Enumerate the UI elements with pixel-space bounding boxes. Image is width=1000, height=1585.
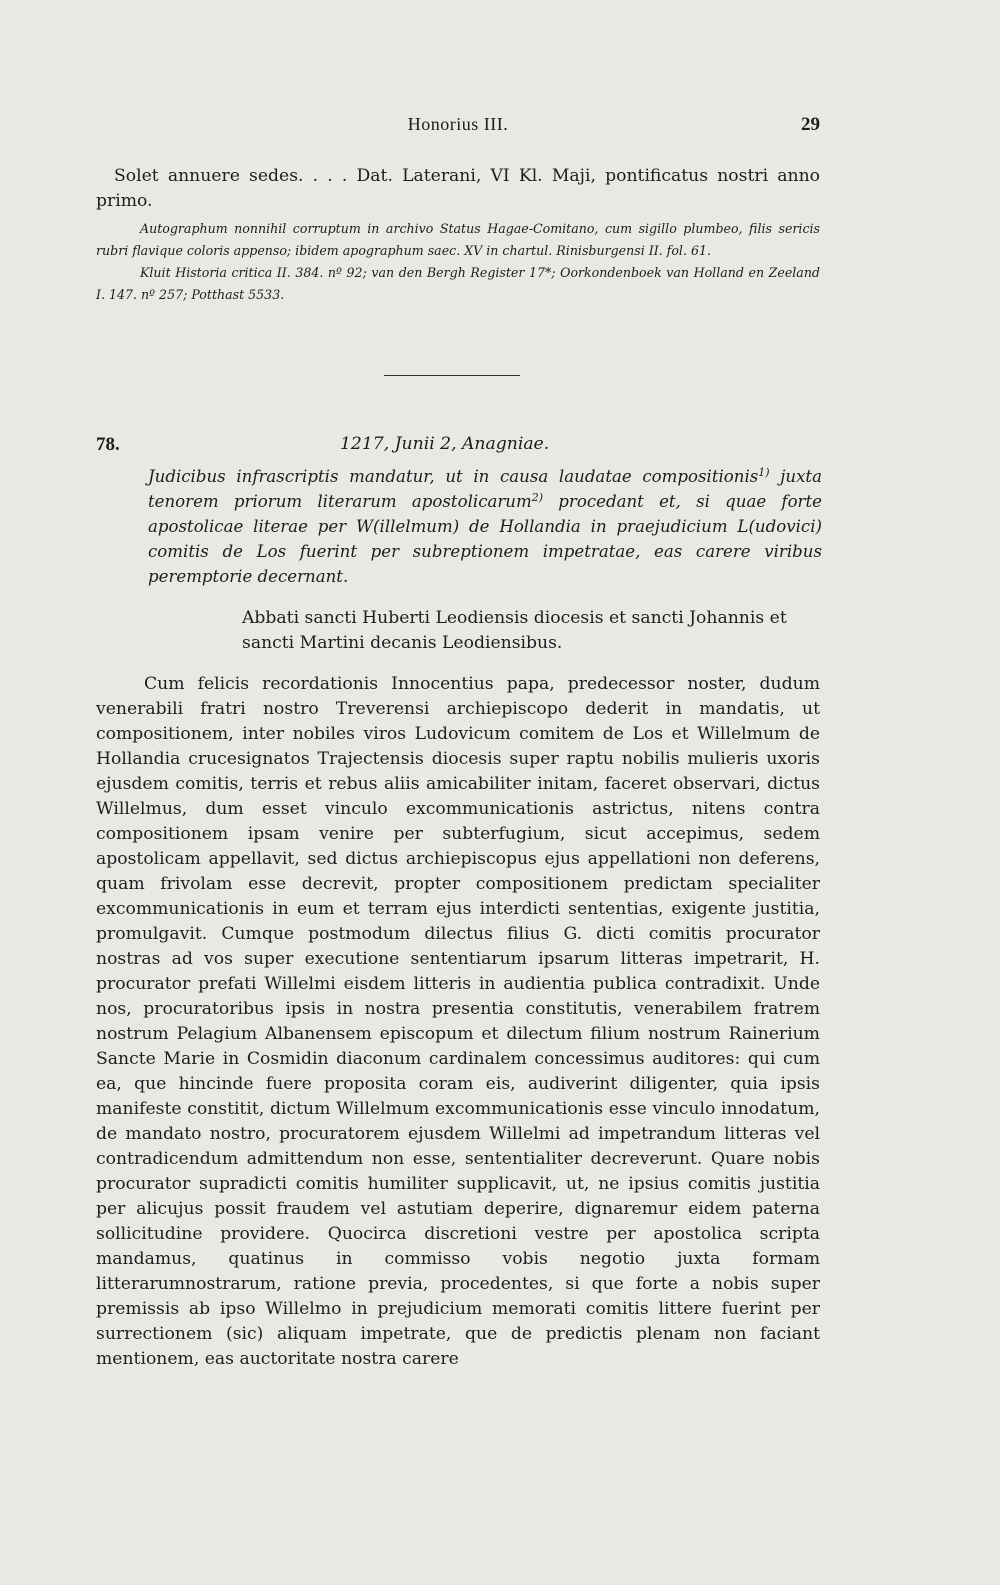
address-text: Abbati sancti Huberti Leodiensis diocesis et sancti Johannis et sancti Martini decanis Leodiensibus. [242,608,787,653]
document-summary [148,464,822,589]
summary-part-1: Judicibus infrascriptis mandatur, ut in causa laudatae compositionis [148,467,759,486]
running-title: Honorius III. [407,114,509,134]
note-reference-2: 2) [531,491,544,504]
source-note-2: Kluit Historia critica II. 384. nº 92; van den Bergh Register 17*; Oorkondenboek van Holland en Zeeland I. 147. nº 257; Potthast 5533. [96,265,820,302]
page-number: 29 [801,114,820,135]
source-note-1: Autographum nonnihil corruptum in archivo Status Hagae-Comitano, cum sigillo plumbeo, filis sericis rubri flavique coloris appenso; ibidem apographum saec. XV in chartul. Rinisburgensi II. fol. 61. [96,221,820,258]
document-body [96,672,820,1372]
summary-part-3: procedant et, si quae forte apostolicae literae per W(illelmum) de Hollandia in praejudicium L(udovici) comitis de Los fuerint per subreptionem impetratae, eas carere viribus peremptorie decernant. [148,492,822,586]
document-heading [96,434,820,460]
document-address [242,606,822,656]
opening-clause [96,164,820,214]
section-divider [384,375,520,376]
summary-part-2: juxta tenorem priorum literarum apostolicarum [148,467,822,511]
opening-text: Solet annuere sedes. . . . Dat. Laterani, VI Kl. Maji, pontificatus nostri anno primo. [96,166,820,211]
document-number: 78. [96,434,120,455]
running-head [96,114,820,144]
document-date-place: 1217, Junii 2, Anagniae. [340,434,550,454]
source-notes [96,218,820,306]
body-paragraph: Cum felicis recordationis Innocentius papa, predecessor noster, dudum venerabili fratri nostro Treverensi archiepiscopo dederit in mandatis, ut compositionem, inter nobiles viros Ludovicum comitem de Los et Willelmum de Hollandia crucesignatos Trajectensis diocesis super raptu nobilis mulieris uxoris ejusdem comitis, terris et rebus aliis amicabiliter initam, faceret observari, dictus Willelmus, dum esset vinculo excommunicationis astrictus, nitens contra compositionem ipsam venire per subterfugium, sicut accepimus, sedem apostolicam appellavit, sed dictus archiepiscopus ejus appellationi non deferens, quam frivolam esse decrevit, propter compositionem predictam specialiter excommunicationis in eum et terram ejus interdicti sententias, exigente justitia, promulgavit. Cumque postmodum dilectus filius G. dicti comitis procurator nostras ad vos super executione sententiarum ipsarum litteras impetrarit, H. procurator prefati Willelmi eisdem litteris in audientia publica contradixit. Unde nos, procuratoribus ipsis in nostra presentia constitutis, venerabilem fratrem nostrum Pelagium Albanensem episcopum et dilectum filium nostrum Rainerium Sancte Marie in Cosmidin diaconum cardinalem concessimus auditores: qui cum ea, que hincinde fuere proposita coram eis, audiverint diligenter, quia ipsis manifeste constitit, dictum Willelmum excommunicationis esse vinculo innodatum, de mandato nostro, procuratorem ejusdem Willelmi ad impetrandum litteras vel contradicendum admittendum non esse, sententialiter decreverunt. Quare nobis procurator supradicti comitis humiliter supplicavit, ut, ne ipsius comitis justitia per alicujus possit fraudem vel astutiam deperire, dignaremur eidem paterna sollicitudine providere. Quocirca discretioni vestre per apostolica scripta mandamus, quatinus in commisso vobis negotio juxta formam litterarumnostrarum, ratione previa, procedentes, si que forte a nobis super premissis ab ipso Willelmo in prejudicium memorati comitis littere fuerint per surrectionem (sic) aliquam impetrate, que de predictis plenam non faciant mentionem, eas auctoritate nostra carere [96,674,820,1369]
note-reference-1: 1) [758,466,770,479]
